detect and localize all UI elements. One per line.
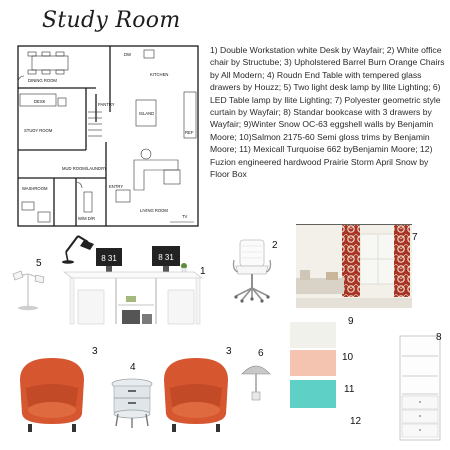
- item-number-7: 7: [412, 232, 418, 243]
- barrel-chair-left-image: [12, 352, 92, 442]
- trim-color-swatch: [290, 350, 336, 376]
- bookcase-image: [398, 334, 442, 444]
- led-table-lamp-image: [236, 356, 276, 404]
- double-workstation-desk-image: [56, 232, 206, 332]
- office-chair-image: [228, 236, 278, 306]
- plan-label-dw: DW: [124, 52, 131, 57]
- desk-lamp-image: [8, 262, 48, 312]
- item-number-4: 4: [130, 362, 136, 373]
- curtain-image: [296, 224, 412, 308]
- plan-label-study-room: STUDY ROOM: [24, 128, 53, 133]
- plan-label-kitchen: KITCHEN: [150, 72, 169, 77]
- item-number-8: 8: [436, 332, 442, 343]
- item-number-2: 2: [272, 240, 278, 251]
- board-title: Study Room: [42, 8, 181, 33]
- plan-label-mud-room: MUD ROOM/LAUNDRY: [62, 166, 107, 171]
- barrel-chair-right-image: [156, 352, 236, 442]
- item-number-3-left: 3: [92, 346, 98, 357]
- item-number-5: 5: [36, 258, 42, 269]
- item-number-6: 6: [258, 348, 264, 359]
- plan-label-tv: TV: [182, 214, 188, 219]
- plan-label-desk: DESK: [34, 99, 46, 104]
- plan-label-entry: ENTRY: [109, 184, 124, 189]
- plan-label-island: ISLAND: [139, 111, 155, 116]
- flooring-swatch: [290, 410, 336, 440]
- right-monitor-screen: 8 31: [158, 253, 174, 262]
- item-number-9: 9: [348, 316, 354, 327]
- accent-color-swatch: [290, 380, 336, 408]
- plan-label-wm-dr: W/M D/R: [78, 216, 95, 221]
- plan-label-ref: REF: [185, 130, 194, 135]
- plan-label-washroom: WASHROOM: [22, 186, 48, 191]
- end-table-image: [108, 374, 156, 430]
- item-number-3-right: 3: [226, 346, 232, 357]
- wall-color-swatch: [290, 322, 336, 348]
- item-number-1: 1: [200, 266, 206, 277]
- left-monitor-screen: 8 31: [101, 254, 117, 263]
- plan-label-dining-room: DINING ROOM: [28, 78, 57, 83]
- plan-label-pantry: PANTRY: [98, 102, 115, 107]
- floor-plan: [14, 42, 200, 232]
- plan-label-living-room: LIVING ROOM: [140, 208, 168, 213]
- item-number-12: 12: [350, 416, 362, 427]
- item-number-10: 10: [342, 352, 354, 363]
- item-description-list: 1) Double Workstation white Desk by Wayfair; 2) White office chair by Structube; 3) Upholstered Barrel Burn Orange Chairs by All Modern; 4) Roudn End Table with tempered glass drawers by Houzz; 5) Two light desk lamp by llite Lighting; 6) LED Table lamp by llite Lighting; 7) Polyester geometric style curtain by Wayfair; 8) Standar bookcase with 3 drawers by Wayfair; 9)Winter Snow OC-63 eggshell walls by Benjamin Moore; 10)Salmon 2175-60 Semi gloss trims by Benjamin Moore; 11) Mexicall Turquoise 662 byBenjamin Moore; 12) Fuzion engineered hardwood Prairie Storm April Snow by Floor Box: [210, 45, 445, 180]
- item-number-11: 11: [344, 384, 355, 395]
